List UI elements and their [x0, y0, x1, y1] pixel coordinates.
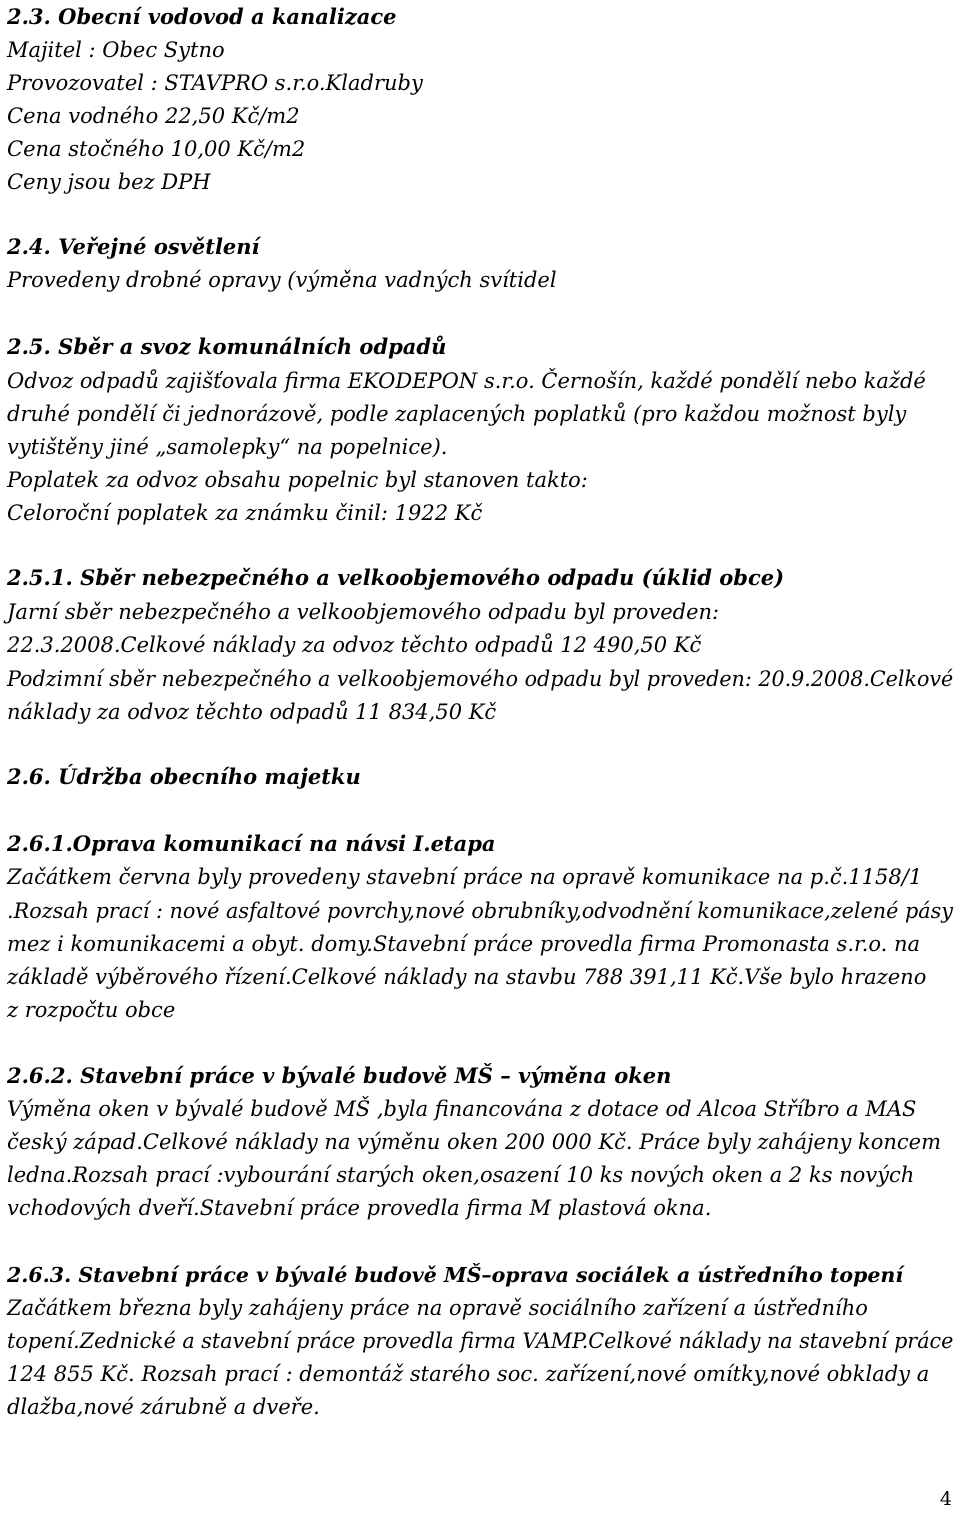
vat-note-line: Ceny jsou bez DPH — [7, 170, 211, 194]
page-number: 4 — [939, 1488, 952, 1510]
section-2-6-heading: 2.6. Údržba obecního majetku — [7, 764, 361, 789]
window-replacement-line-4: vchodových dveří.Stavební práce provedla firma M plastová okna. — [7, 1196, 712, 1220]
water-operator-line: Provozovatel : STAVPRO s.r.o.Kladruby — [7, 71, 423, 95]
section-2-6-2-heading: 2.6.2. Stavební práce v bývalé budově MŠ – výměna oken — [7, 1063, 672, 1088]
road-repair-line-3: mez i komunikacemi a obyt. domy.Stavební práce provedla firma Promonasta s.r.o. na — [7, 932, 921, 956]
autumn-collection-line: Podzimní sběr nebezpečného a velkoobjemového odpadu byl proveden: 20.9.2008.Celkové — [7, 667, 954, 691]
sanitary-repair-line-2: topení.Zednické a stavební práce provedla firma VAMP.Celkové náklady na stavební práce — [7, 1329, 954, 1353]
spring-collection-line: Jarní sběr nebezpečného a velkoobjemového odpadu byl proveden: — [7, 600, 720, 624]
section-2-4-heading: 2.4. Veřejné osvětlení — [7, 234, 260, 259]
window-replacement-line-1: Výměna oken v bývalé budově MŠ ,byla financována z dotace od Alcoa Stříbro a MAS — [7, 1097, 917, 1121]
section-2-6-1-heading: 2.6.1.Oprava komunikací na návsi I.etapa — [7, 831, 496, 856]
sewage-price-line: Cena stočného 10,00 Kč/m2 — [7, 137, 306, 161]
annual-fee-line: Celoroční poplatek za známku činil: 1922 Kč — [7, 501, 483, 525]
section-2-5-1-heading: 2.5.1. Sběr nebezpečného a velkoobjemového odpadu (úklid obce) — [7, 565, 785, 590]
water-owner-line: Majitel : Obec Sytno — [7, 38, 225, 62]
window-replacement-line-3: ledna.Rozsah prací :vybourání starých oken,osazení 10 ks nových oken a 2 ks nových — [7, 1163, 915, 1187]
autumn-costs-line: náklady za odvoz těchto odpadů 11 834,50 Kč — [7, 700, 497, 724]
road-repair-line-2: .Rozsah prací : nové asfaltové povrchy,nové obrubníky,odvodnění komunikace,zelené pásy — [7, 899, 954, 923]
waste-paragraph-line-3: vytištěny jiné „samolepky“ na popelnice). — [7, 435, 448, 459]
sanitary-repair-line-4: dlažba,nové zárubně a dveře. — [7, 1395, 320, 1419]
section-2-5-heading: 2.5. Sběr a svoz komunálních odpadů — [7, 334, 447, 359]
window-replacement-line-2: český západ.Celkové náklady na výměnu oken 200 000 Kč. Práce byly zahájeny koncem — [7, 1130, 941, 1154]
spring-costs-line: 22.3.2008.Celkové náklady za odvoz těchto odpadů 12 490,50 Kč — [7, 633, 702, 657]
road-repair-line-4: základě výběrového řízení.Celkové náklady na stavbu 788 391,11 Kč.Vše bylo hrazeno — [7, 965, 927, 989]
road-repair-line-5: z rozpočtu obce — [7, 998, 176, 1022]
waste-paragraph-line-2: druhé pondělí či jednorázově, podle zaplacených poplatků (pro každou možnost byly — [7, 402, 907, 426]
waste-fee-line: Poplatek za odvoz obsahu popelnic byl stanoven takto: — [7, 468, 588, 492]
road-repair-line-1: Začátkem června byly provedeny stavební práce na opravě komunikace na p.č.1158/1 — [7, 865, 923, 889]
section-2-3-heading: 2.3. Obecní vodovod a kanalizace — [7, 4, 397, 29]
sanitary-repair-line-1: Začátkem března byly zahájeny práce na opravě sociálního zařízení a ústředního — [7, 1296, 868, 1320]
water-price-line: Cena vodného 22,50 Kč/m2 — [7, 104, 300, 128]
sanitary-repair-line-3: 124 855 Kč. Rozsah prací : demontáž starého soc. zařízení,nové omítky,nové obklady a — [7, 1362, 930, 1386]
section-2-6-3-heading: 2.6.3. Stavební práce v bývalé budově MŠ–oprava sociálek a ústředního topení — [7, 1263, 904, 1287]
lighting-repairs-line: Provedeny drobné opravy (výměna vadných svítidel — [7, 268, 557, 292]
waste-paragraph-line-1: Odvoz odpadů zajišťovala firma EKODEPON s.r.o. Černošín, každé pondělí nebo každé — [7, 369, 926, 393]
